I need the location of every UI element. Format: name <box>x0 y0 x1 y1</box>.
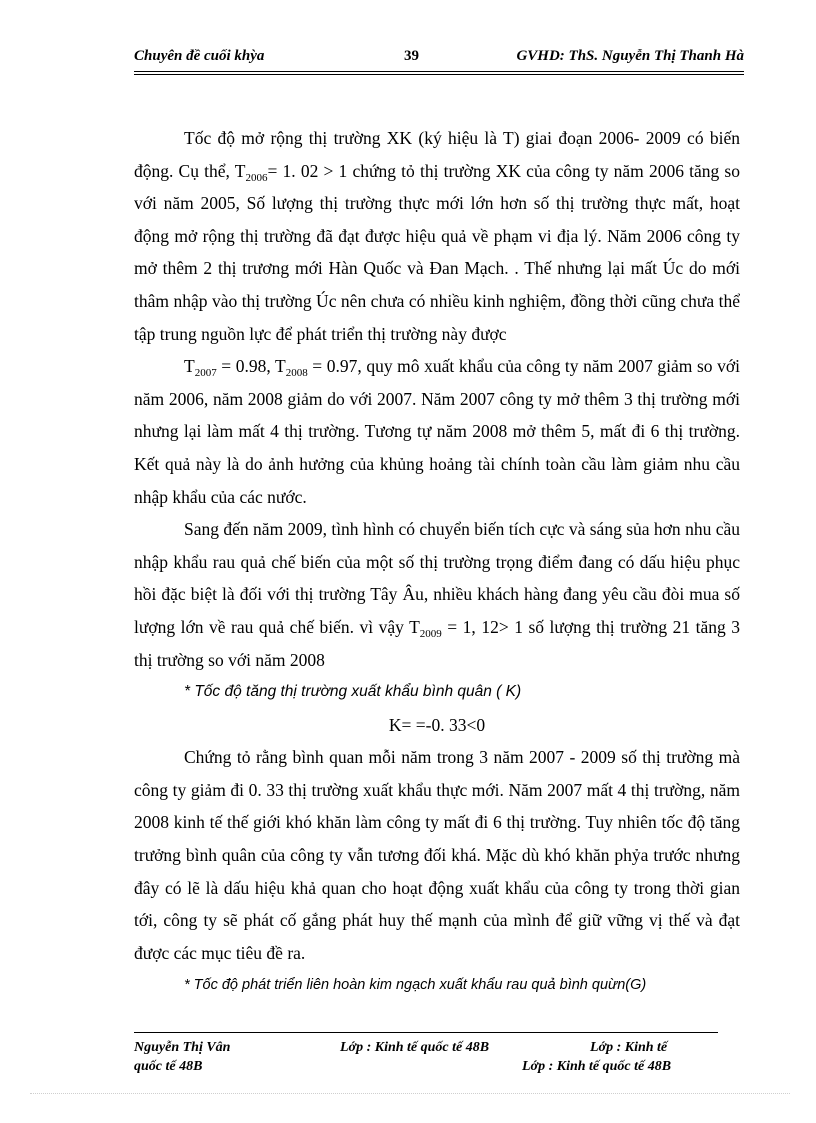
footer-rule <box>134 1032 718 1033</box>
paragraph-conclusion: Chứng tỏ rằng bình quan mỗi năm trong 3 năm 2007 - 2009 số thị trường mà công ty giảm đi 0. 33 thị trường xuất khẩu thực mới. Năm 2007 mất 4 thị trường, năm 2008 kinh tế thế giới khó khăn làm công ty mất đi 6 thị trường. Tuy nhiên tốc độ tăng trưởng bình quân của công ty vẫn tương đối khá. Mặc dù khó khăn phỷa trước nhưng đây có lẽ là dấu hiệu khả quan cho hoạt động xuất khẩu của công ty trong thời gian tới, công ty sẽ phát cố gắng phát huy thế mạnh của mình để giữ vững vị thế và đạt được các mục tiêu đề ra. <box>134 747 740 963</box>
header-title: Chuyên đề cuối khỳa <box>134 48 265 64</box>
page-header <box>134 48 744 70</box>
header-rule-bottom <box>134 74 744 75</box>
page-number: 39 <box>404 48 419 64</box>
italic-heading-g: * Tốc độ phát triển liên hoàn kim ngạch xuất khẩu rau quả bình quừn(G) <box>184 977 647 994</box>
document-body <box>134 122 740 1002</box>
page-bottom-dotted-edge <box>30 1093 790 1094</box>
formula-k: K= =-0. 33<0 <box>388 714 486 735</box>
footer-class-1: Lớp : Kinh tế quốc tế 48B <box>340 1040 490 1055</box>
paragraph-2007-2008: $T_{2007} = 0.98$, $T_{2008} = 0.97$, quy mô xuất khẩu của công ty năm 2007 giảm so với năm 2006, năm 2008 giảm do với 2007. Năm 2007 công ty mở thêm 3 thị trường mới nhưng lại làm mất 4 thị trường. Tương tự năm 2008 mở thêm 5, mất đi 6 thị trường. Kết quả này là do ảnh hưởng của khủng hoảng tài chính toàn cầu làm giảm nhu cầu nhập khẩu của các nước. <box>134 356 740 507</box>
paragraph-market-expansion: Tốc độ mở rộng thị trường XK (ký hiệu là T) giai đoạn 2006- 2009 có biến động. Cụ thể, $T_{2006}= 1$. 02 > 1 chứng tỏ thị trường XK của công ty năm 2006 tăng so với năm 2005, Số lượng thị trường thực mới lớn hơn số thị trường thực mất, hoạt động mở rộng thị trường đã đạt được hiệu quả về phạm vi địa lý. Năm 2006 công ty mở thêm 2 thị trương mới Hàn Quốc và Đan Mạch. . Thế nhưng lại mất Úc do mới thâm nhập vào thị trường Úc nên chưa có nhiều kinh nghiệm, đồng thời cũng chưa thể tập trung nguồn lực để phát triển thị trường này được <box>134 128 740 344</box>
header-supervisor: GVHD: ThS. Nguyễn Thị Thanh Hà <box>516 48 744 64</box>
footer-author: Nguyễn Thị Vân <box>134 1040 231 1055</box>
footer-class-continued: quốc tế 48B <box>134 1059 203 1074</box>
header-rule-top <box>134 71 744 72</box>
paragraph-2009: Sang đến năm 2009, tình hình có chuyển biến tích cực và sáng sủa hơn nhu cầu nhập khẩu rau quả chế biến của một số thị trường trọng điểm đang có dấu hiệu phục hồi đặc biệt là đối với thị trường Tây Âu, nhiều khách hàng đang yêu cầu đòi mua số lượng lớn về rau quả chế biến. vì vậy $T_{2009} = 1$, 12> 1 số lượng thị trường 21 tăng 3 thị trường so với năm 2008 <box>134 519 741 670</box>
page-footer <box>134 1039 718 1079</box>
italic-heading-k: * Tốc độ tăng thị trường xuất khẩu bình quân ( K) <box>184 683 522 701</box>
footer-class-2: Lớp : Kinh tế <box>590 1040 668 1055</box>
footer-class-3: Lớp : Kinh tế quốc tế 48B <box>522 1059 672 1074</box>
